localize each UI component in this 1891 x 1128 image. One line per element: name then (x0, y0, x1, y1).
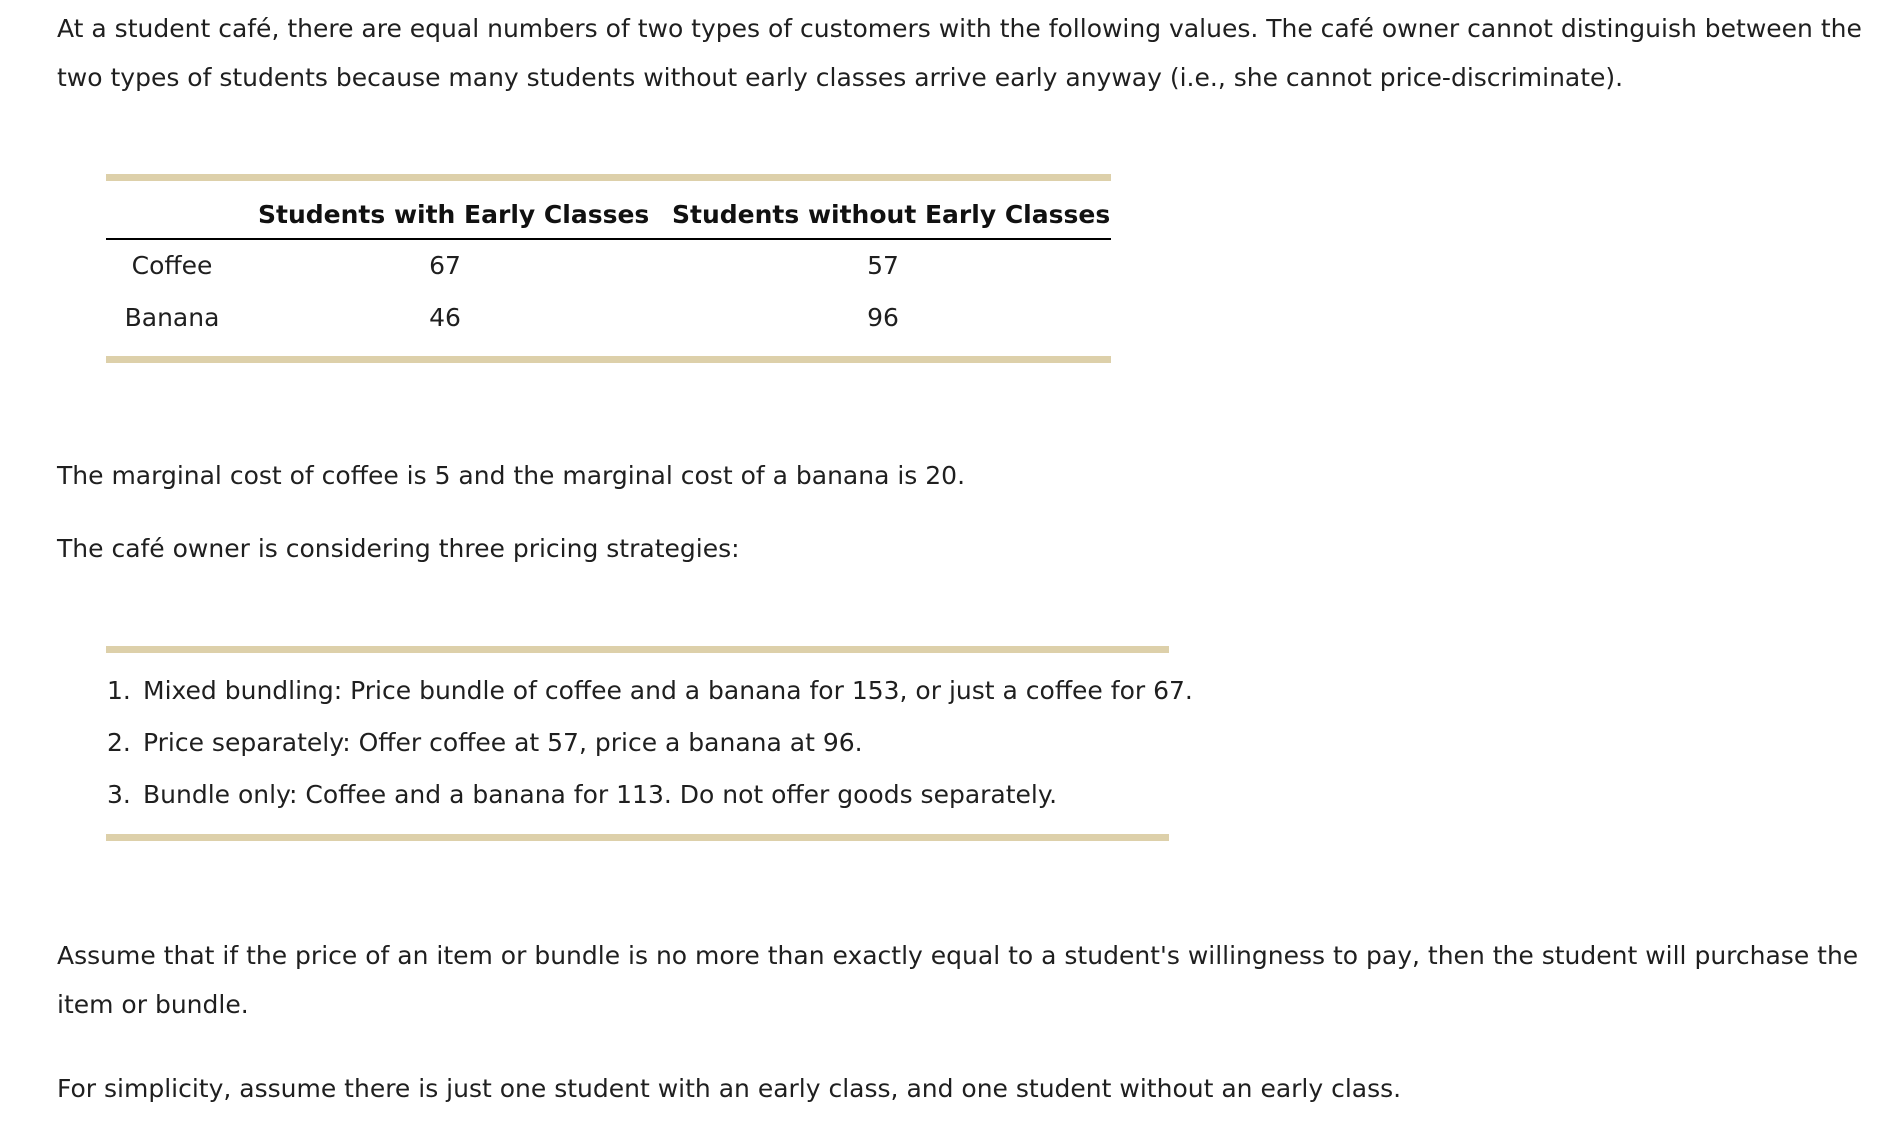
cell-coffee-no-early: 57 (867, 251, 899, 280)
strategy-text: Price separately: Offer coffee at 57, price a banana at 96. (143, 728, 863, 757)
strategy-item (107, 723, 1193, 775)
row-label-banana: Banana (124, 303, 220, 332)
list-bottom-rule (106, 834, 1169, 841)
strategy-number: 3. (107, 780, 131, 809)
strategies-intro-paragraph: The café owner is considering three pricing strategies: (57, 534, 740, 563)
marginal-cost-paragraph: The marginal cost of coffee is 5 and the marginal cost of a banana is 20. (57, 461, 966, 490)
table-top-rule (106, 174, 1111, 181)
strategy-item (107, 671, 1193, 723)
strategy-text: Bundle only: Coffee and a banana for 113. Do not offer goods separately. (143, 780, 1058, 809)
cell-banana-early: 46 (429, 303, 461, 332)
strategy-item (107, 775, 1193, 827)
row-label-coffee: Coffee (131, 251, 213, 280)
cell-banana-no-early: 96 (867, 303, 899, 332)
list-top-rule (106, 646, 1169, 653)
strategy-number: 2. (107, 728, 131, 757)
strategy-list (107, 671, 1193, 827)
table-header-rule (106, 238, 1111, 240)
simplicity-paragraph: For simplicity, assume there is just one student with an early class, and one student without an early class. (57, 1074, 1402, 1103)
cell-coffee-early: 67 (429, 251, 461, 280)
column-header-early-classes: Students with Early Classes (258, 200, 650, 229)
column-header-no-early-classes: Students without Early Classes (672, 200, 1111, 229)
table-bottom-rule (106, 356, 1111, 363)
strategy-number: 1. (107, 676, 131, 705)
assumption-paragraph: Assume that if the price of an item or bundle is no more than exactly equal to a student's willingness to pay, then the student will purchase the item or bundle. (57, 941, 1859, 1019)
strategy-text: Mixed bundling: Price bundle of coffee and a banana for 153, or just a coffee for 67. (143, 676, 1193, 705)
intro-paragraph: At a student café, there are equal numbers of two types of customers with the following values. The café owner cannot distinguish between the two types of students because many students without early classes arrive early anyway (i.e., she cannot price-discriminate). (57, 14, 1862, 92)
